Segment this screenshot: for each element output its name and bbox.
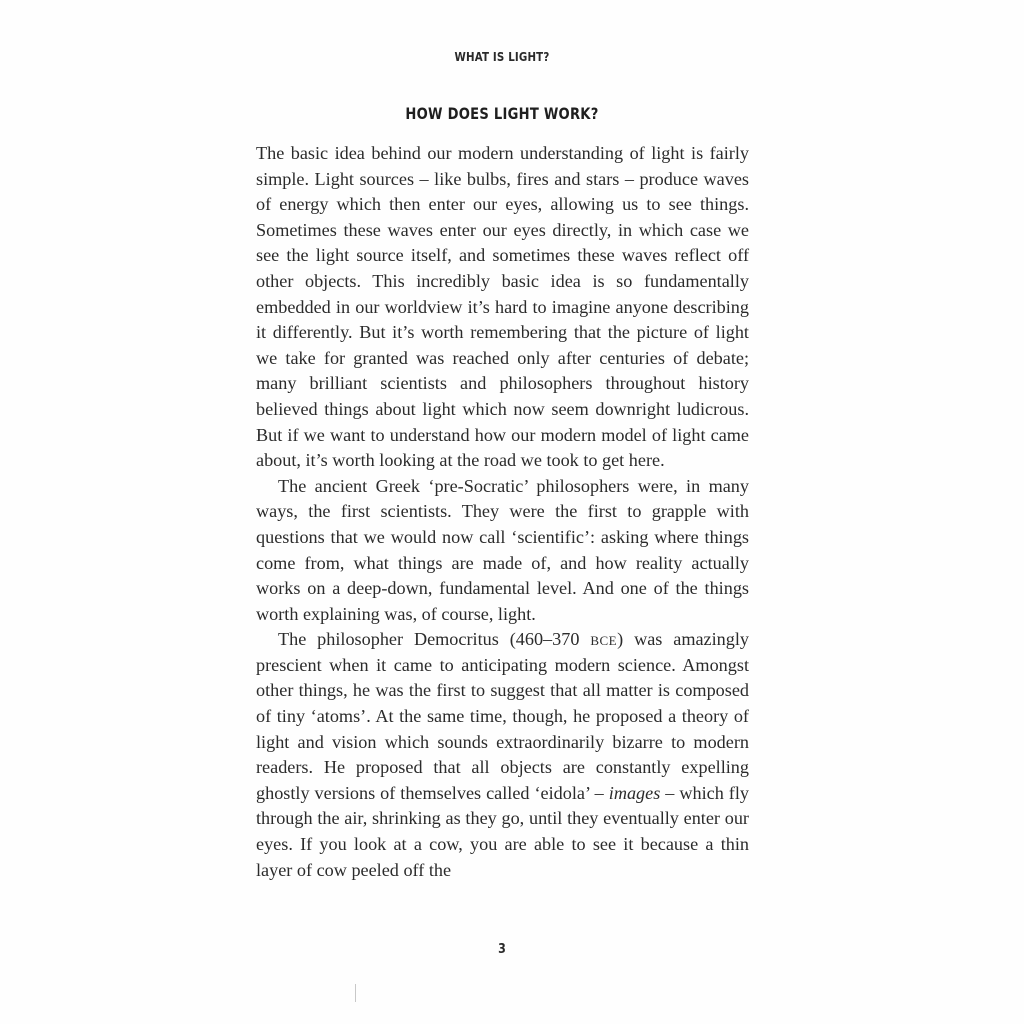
section-heading: HOW DOES LIGHT WORK? <box>405 104 599 123</box>
paragraph-3-part-b: ) was amazingly prescient when it came to anticipating modern science. Amongst other things, he was the first to suggest that all matter is composed of tiny ‘atoms’. At the same time, though, he proposed a theory of light and vision which sounds extraordinarily bizarre to modern readers. He proposed that all objects are constantly expelling ghostly versions of themselves called ‘eidola’ – <box>256 629 749 803</box>
paragraph-2: The ancient Greek ‘pre-Socratic’ philosophers were, in many ways, the first scientists. They were the first to grapple with questions that we would now call ‘scientific’: asking where things come from, what things are made of, and how reality actually works on a deep-down, fundamental level. And one of the things worth explaining was, of course, light. <box>256 475 749 624</box>
paragraph-1: The basic idea behind our modern understanding of light is fairly simple. Light sources – like bulbs, fires and stars – produce waves of energy which then enter our eyes, allowing us to see things. Sometimes these waves enter our eyes directly, in which case we see the light source itself, and sometimes these waves reflect off other objects. This incredibly basic idea is so fundamentally embedded in our worldview it’s hard to imagine anyone describing it differently. But it’s worth remembering that the picture of light we take for granted was reached only after centuries of debate; many brilliant scientists and philosophers throughout history believed things about light which now seem downright ludicrous. But if we want to understand how our modern model of light came about, it’s worth looking at the road we took to get here. <box>256 143 749 471</box>
paragraph-3-part-a: The philosopher Democritus (460–370 <box>278 629 591 650</box>
italic-term: images <box>608 782 661 803</box>
era-abbreviation: bce <box>590 629 618 650</box>
body-text <box>256 141 749 883</box>
scan-artifact-line <box>355 984 356 1002</box>
paragraph-3 <box>256 627 749 883</box>
page-number: 3 <box>498 942 506 957</box>
paragraph-3-part-c: – which fly through the air, shrinking as they go, until they eventually enter our eyes. If you look at a cow, you are able to see it because a thin layer of cow peeled off the <box>256 782 749 880</box>
running-head: WHAT IS LIGHT? <box>454 49 550 64</box>
